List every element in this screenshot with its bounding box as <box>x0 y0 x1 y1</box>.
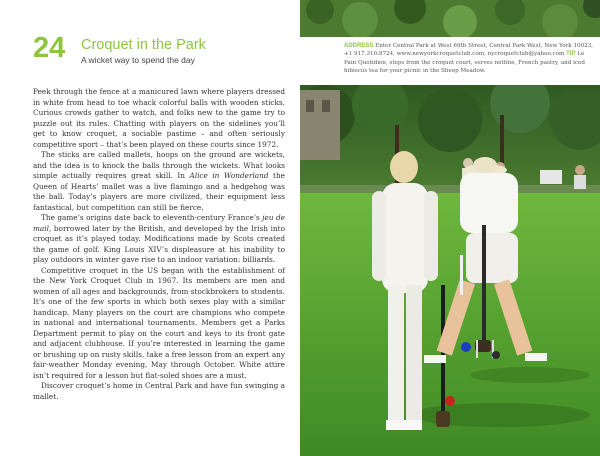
paragraph-1 <box>33 87 285 150</box>
paragraph-4-text: Competitive croquet in the US began with the establishment of the New York Croquet Club in 1967. Its members are men and women of all ages and backgrounds, from stockbrokers to students. It’s one of the few sports in which both sexes play with a similar handicap. Many players on the court are champions who compete in national and international tournaments. Members get a Parks Department permit to play on the court and keys to its front gate and adjacent clubhouse. If you’re interested in learning the game or brushing up on rusty skills, take a free lesson from an expert any fair-weather Monday evening, May through October. White attire isn’t required for a lesson but flat-soled shoes are a must. <box>33 265 285 380</box>
paragraph-4 <box>33 266 285 382</box>
paragraph-3-text-a: The game’s origins date back to eleventh-century France’s <box>41 213 263 222</box>
paragraph-5-text: Discover croquet’s home in Central Park and have fun swinging a mallet. <box>33 381 285 401</box>
chapter-title: Croquet in the Park <box>81 37 206 53</box>
paragraph-2-text-a: The sticks are called mallets, hoops on the ground are wickets, and the idea is to knock the balls through the wickets. What looks simple actually requires great skill. In <box>33 150 285 180</box>
right-page <box>300 0 600 456</box>
paragraph-2-text-b: the Queen of Hearts’ mallet was a live flamingo and a hedgehog was the ball. Today’s players are more civilized, their equipment less fantastical, but competition can still be fierce. <box>33 171 285 212</box>
chapter-number: 24 <box>33 32 66 64</box>
address-text: Enter Central Park at West 69th Street, Central Park West, New York 10023, +1 917.310.8724, www.newyorkcroquetclub.com, nycroquetclub@yahoo.com <box>344 43 594 58</box>
term-italic: jeu de mail <box>33 213 285 233</box>
address-label: ADDRESS <box>344 43 374 49</box>
paragraph-3-text-b: , borrowed later by the British, and developed by the Irish into croquet as it’s played today. Modifications made by Scots created the game of golf. King Louis XIV’s displeasure at his inability to play outdoors in winter gave rise to an indoor variation: billiards. <box>33 223 285 264</box>
croquet-photo <box>300 85 600 456</box>
paragraph-5 <box>33 381 285 402</box>
info-text <box>344 42 594 76</box>
book-title-italic: Alice in Wonderland <box>189 171 269 180</box>
chapter-subtitle: A wicket way to spend the day <box>81 55 195 65</box>
tip-text: Le Pain Quotidien, steps from the croquet court, serves nettine, French pastry, and iced hibiscus tea for your picnic in the Sheep Meadow. <box>344 51 585 75</box>
paragraph-3 <box>33 213 285 266</box>
trees-foliage-image <box>300 0 600 37</box>
tip-label: TIP <box>566 51 576 58</box>
article-body <box>33 87 285 402</box>
paragraph-2 <box>33 150 285 213</box>
photo-top-strip <box>300 0 600 37</box>
paragraph-1-text: Peek through the fence at a manicured lawn where players dressed in white from head to toe whack colorful balls with wooden sticks. Curious crowds gather to watch, and folks new to the game try to puzzle out its rules. Chatting with players on the sidelines you’ll get to know croquet, a sociable pastime – and often seriously competitive sport – that’s been played on these courts since 1972. <box>33 87 285 149</box>
